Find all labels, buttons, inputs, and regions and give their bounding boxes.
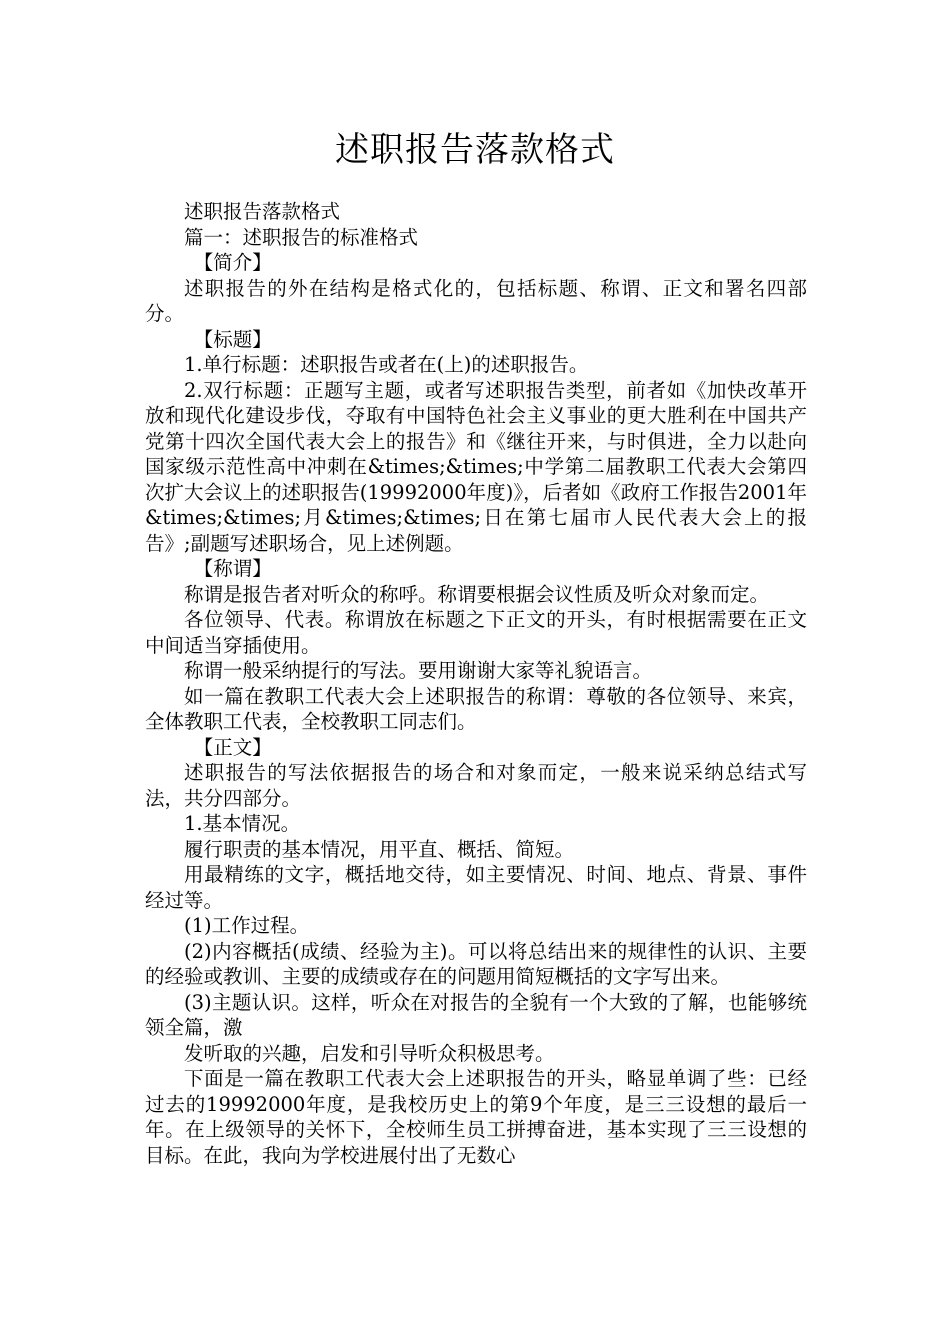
paragraph: 篇一：述职报告的标准格式: [184, 225, 419, 249]
paragraph: 述职报告的写法依据报告的场合和对象而定，一般来说采纳总结式写法，共分四部分。: [145, 761, 807, 810]
document-body: [145, 199, 807, 1168]
section-heading: 【简介】: [193, 251, 272, 274]
section-heading: 【称谓】: [193, 557, 272, 580]
paragraph: 1.基本情况。: [184, 812, 301, 835]
paragraph: 2.双行标题：正题写主题，或者写述职报告类型，前者如《加快改革开放和现代化建设步伐，夺取有中国特色社会主义事业的更大胜利在中国共产党第十四次全国代表大会上的报告》和《继往开来，与时俱进，全力以赴向国家级示范性高中冲刺在&times;&times;中学第二届教职工代表大会第四次扩大会议上的述职报告(19992000年度)》，后者如《政府工作报告2001年&times;&times;月&times;&times;日在第七届市人民代表大会上的报告》;副题写述职场合，见上述例题。: [145, 378, 807, 555]
paragraph: 下面是一篇在教职工代表大会上述职报告的开头，略显单调了些：已经过去的19992000年度，是我校历史上的第9个年度，是三三设想的最后一年。在上级领导的关怀下，全校师生员工拼搏奋进，基本实现了三三设想的目标。在此，我向为学校进展付出了无数心: [145, 1067, 807, 1167]
paragraph: 1.单行标题：述职报告或者在(上)的述职报告。: [184, 353, 589, 376]
paragraph: 如一篇在教职工代表大会上述职报告的称谓：尊敬的各位领导、来宾，全体教职工代表，全校教职工同志们。: [145, 684, 807, 733]
paragraph: 各位领导、代表。称谓放在标题之下正文的开头，有时根据需要在正文中间适当穿插使用。: [145, 608, 807, 657]
paragraph: 发听取的兴趣，启发和引导听众积极思考。: [184, 1041, 555, 1065]
paragraph: 履行职责的基本情况，用平直、概括、简短。: [184, 837, 575, 861]
paragraph: 称谓是报告者对听众的称呼。称谓要根据会议性质及听众对象而定。: [184, 582, 770, 606]
paragraph: 称谓一般采纳提行的写法。要用谢谢大家等礼貌语言。: [184, 659, 653, 682]
paragraph: 用最精练的文字，概括地交待，如主要情况、时间、地点、背景、事件经过等。: [145, 863, 807, 912]
paragraph: 述职报告落款格式: [184, 200, 341, 223]
page-title: 述职报告落款格式: [335, 130, 615, 170]
paragraph: (1)工作过程。: [184, 914, 310, 937]
paragraph: (3)主题认识。这样，听众在对报告的全貌有一个大致的了解，也能够统领全篇，激: [145, 990, 807, 1039]
paragraph: 述职报告的外在结构是格式化的，包括标题、称谓、正文和署名四部分。: [145, 276, 807, 325]
section-heading: 【标题】: [193, 327, 272, 351]
section-heading: 【正文】: [193, 735, 272, 759]
paragraph: (2)内容概括(成绩、经验为主)。可以将总结出来的规律性的认识、主要的经验或教训、主要的成绩或存在的问题用简短概括的文字写出来。: [145, 939, 807, 988]
